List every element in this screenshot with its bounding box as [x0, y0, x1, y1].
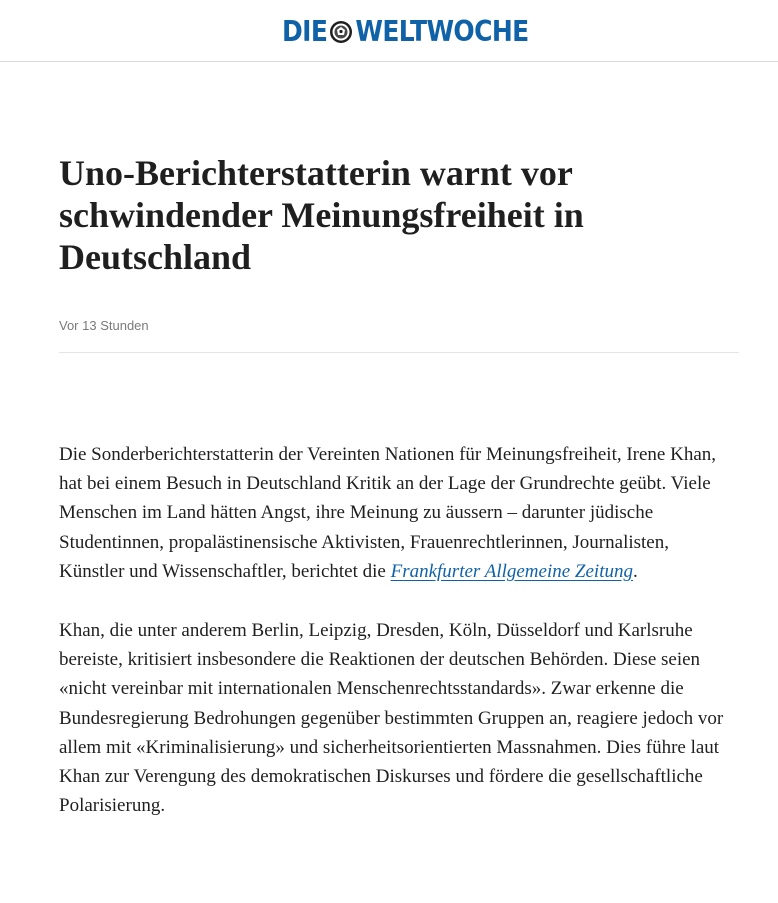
article-title: Uno-Berichterstatterin warnt vor schwindender Meinungsfreiheit in Deutschland — [59, 153, 584, 277]
site-header — [0, 0, 778, 62]
article-timestamp: Vor 13 Stunden — [59, 318, 149, 333]
meta-divider — [59, 352, 739, 353]
paragraph-1-text: Die Sonderberichterstatterin der Vereinten Nationen für Meinungsfreiheit, Irene Khan, hat bei einem Besuch in Deutschland Kritik an der Lage der Grundrechte geübt. Viele Menschen im Land hätten Angst, ihre Meinung zu äussern – darunter jüdische Studentinnen, propalästinensische Aktivisten, Frauenrechtlerinnen, Journalisten, Künstler und Wissenschaftler, berichtet die — [59, 444, 717, 582]
paragraph-1-end: . — [632, 560, 638, 582]
emblem-icon — [329, 20, 353, 44]
faz-link[interactable]: Frankfurter Allgemeine Zeitung — [390, 560, 633, 582]
logo-text-die: DIE — [282, 14, 328, 49]
site-logo[interactable] — [282, 14, 529, 50]
article-paragraph-2: Khan, die unter anderem Berlin, Leipzig, Dresden, Köln, Düsseldorf und Karlsruhe bereiste, kritisiert insbesondere die Reaktionen der deutschen Behörden. Diese seien «nicht vereinbar mit internationalen Menschenrechtsstandards». Zwar erkenne die Bundesregierung Bedrohungen gegenüber bestimmten Gruppen an, reagiere jedoch vor allem mit «Kriminalisierung» und sicherheitsorientierten Massnahmen. Dies führe laut Khan zur Verengung des demokratischen Diskurses und fördere die gesellschaftliche Polarisierung. — [59, 620, 724, 817]
article-body — [59, 440, 739, 850]
article-paragraph-1 — [59, 440, 739, 586]
logo-text-weltwoche: WELTWOCHE — [355, 14, 529, 49]
